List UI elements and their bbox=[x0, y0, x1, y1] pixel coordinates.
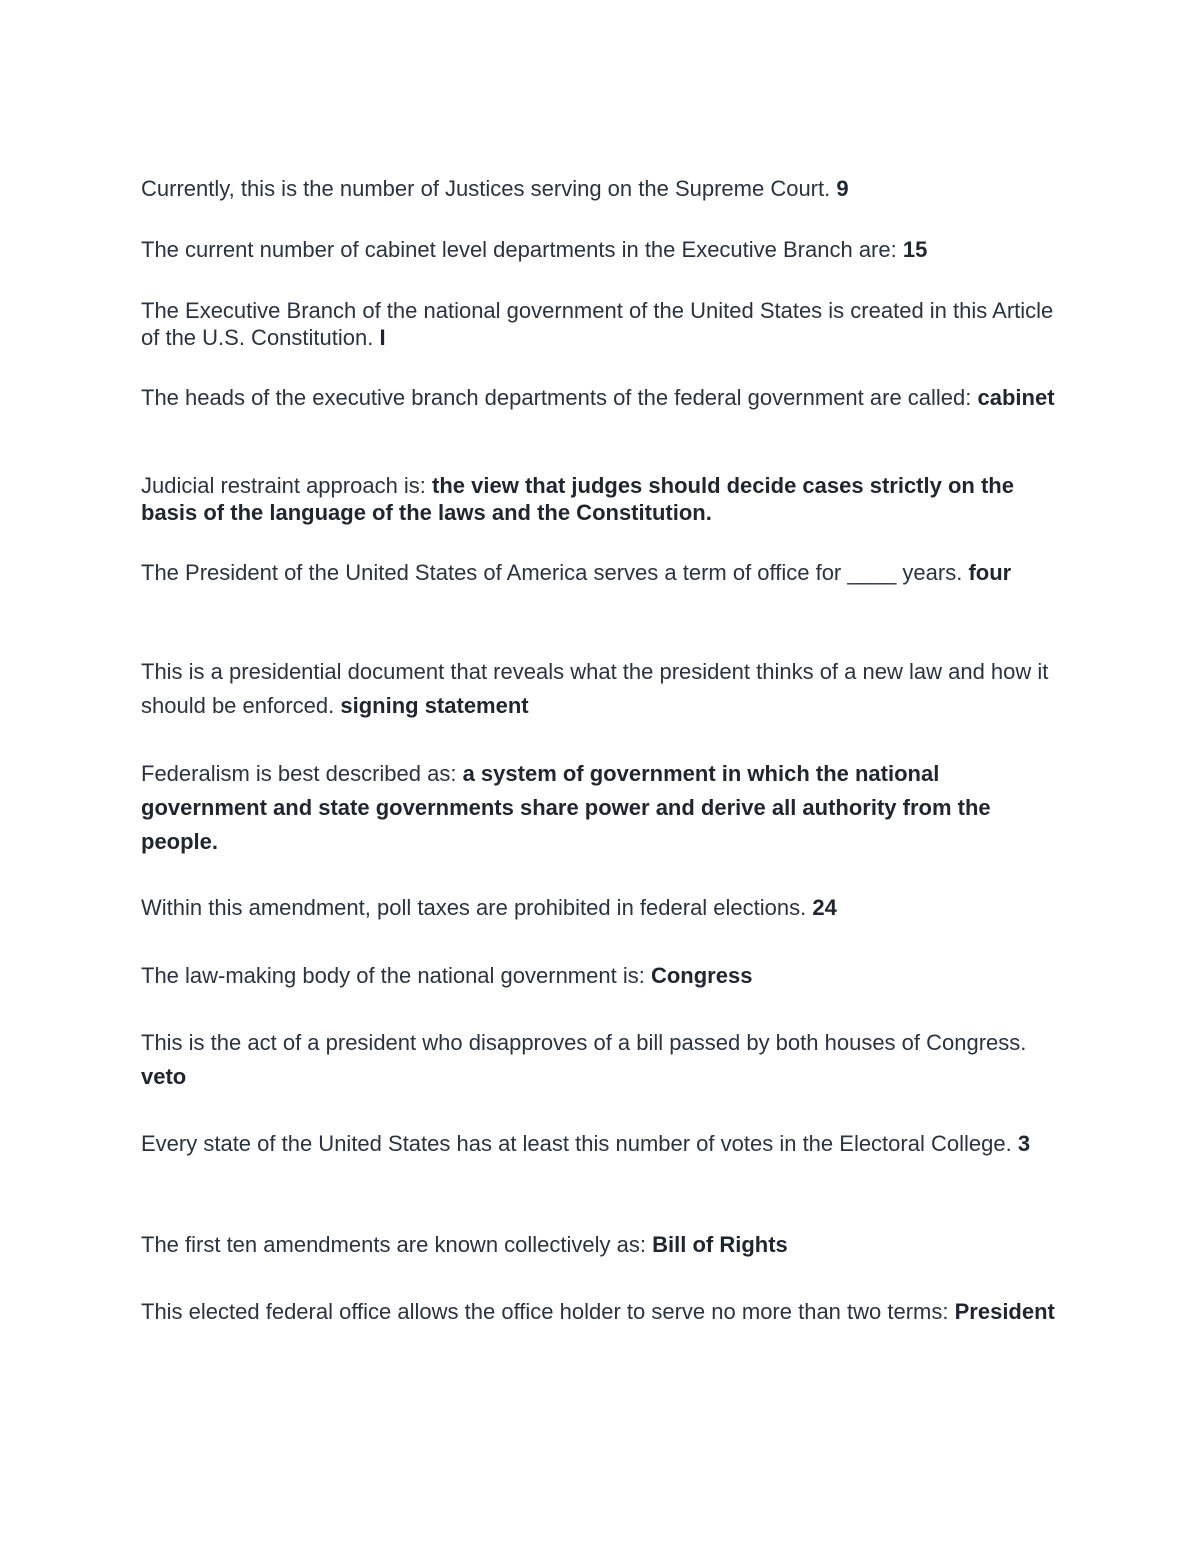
question-text: Judicial restraint approach is: bbox=[141, 473, 433, 498]
qa-item-electoral-votes bbox=[141, 1127, 1071, 1161]
answer-text: veto bbox=[141, 1064, 187, 1089]
answer-text: cabinet bbox=[977, 385, 1055, 410]
qa-item-supreme-court-justices bbox=[141, 175, 1071, 202]
question-text: The first ten amendments are known collectively as: bbox=[141, 1232, 653, 1257]
question-text: Within this amendment, poll taxes are prohibited in federal elections. bbox=[141, 895, 813, 920]
question-text: The law-making body of the national government is: bbox=[141, 963, 651, 988]
answer-text: signing statement bbox=[340, 693, 529, 718]
qa-item-veto bbox=[141, 1026, 1071, 1094]
qa-item-presidential-term bbox=[141, 556, 1071, 590]
question-text: Federalism is best described as: bbox=[141, 761, 463, 786]
qa-item-bill-of-rights bbox=[141, 1228, 1071, 1262]
qa-item-judicial-restraint bbox=[141, 472, 1071, 526]
question-text: This is the act of a president who disapproves of a bill passed by both houses of Congress. bbox=[141, 1030, 1027, 1055]
answer-text: 3 bbox=[1017, 1131, 1031, 1156]
answer-text: President bbox=[954, 1299, 1055, 1324]
question-text: Every state of the United States has at least this number of votes in the Electoral College. bbox=[141, 1131, 1018, 1156]
answer-text: I bbox=[379, 325, 386, 350]
answer-text: 9 bbox=[836, 176, 849, 201]
answer-text: 24 bbox=[812, 895, 837, 920]
question-text: The current number of cabinet level departments in the Executive Branch are: bbox=[141, 237, 903, 262]
question-text: Currently, this is the number of Justices serving on the Supreme Court. bbox=[141, 176, 837, 201]
question-text: The President of the United States of America serves a term of office for ____ years. bbox=[141, 560, 969, 585]
question-text: The Executive Branch of the national government of the United States is created in this Article of the U.S. Constitution. bbox=[141, 298, 1054, 350]
qa-item-poll-taxes bbox=[141, 891, 1071, 925]
qa-item-law-making-body bbox=[141, 959, 1071, 993]
answer-text: 15 bbox=[902, 237, 928, 262]
qa-item-two-term-office bbox=[141, 1295, 1071, 1329]
answer-text: four bbox=[968, 560, 1012, 585]
qa-item-executive-article bbox=[141, 297, 1071, 351]
qa-item-signing-statement bbox=[141, 655, 1071, 723]
answer-text: a system of government in which the national government and state governments share power and derive all authority from the people. bbox=[141, 761, 991, 854]
qa-item-federalism bbox=[141, 757, 1071, 859]
qa-item-cabinet-departments bbox=[141, 236, 1071, 263]
answer-text: Bill of Rights bbox=[652, 1232, 788, 1257]
answer-text: the view that judges should decide cases strictly on the basis of the language of the laws and the Constitution. bbox=[141, 473, 1014, 525]
question-text: This is a presidential document that reveals what the president thinks of a new law and how it should be enforced. bbox=[141, 659, 1049, 718]
qa-item-department-heads bbox=[141, 384, 1071, 411]
question-text: This elected federal office allows the office holder to serve no more than two terms: bbox=[141, 1299, 955, 1324]
answer-text: Congress bbox=[650, 963, 753, 988]
question-text: The heads of the executive branch departments of the federal government are called: bbox=[141, 385, 978, 410]
